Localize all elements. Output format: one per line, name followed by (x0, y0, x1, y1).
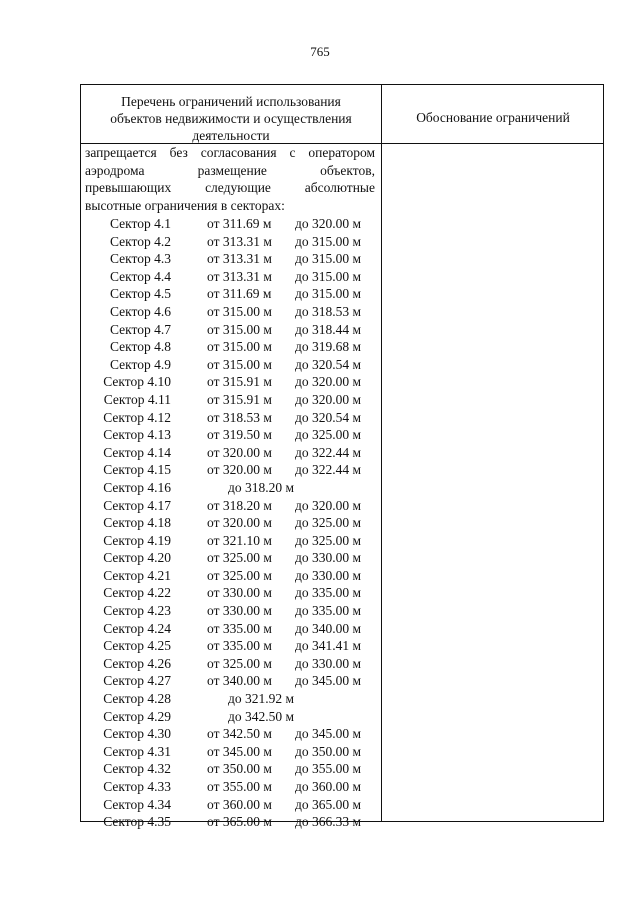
sector-from: от 315.91 м (207, 391, 272, 407)
restriction-intro (85, 144, 375, 214)
sector-to: до 319.68 м (295, 339, 362, 355)
sector-to: до 318.44 м (295, 321, 362, 337)
sector-row (81, 514, 381, 532)
sector-limit: до 318.20 м (227, 479, 295, 495)
sector-name: Сектор 4.12 (103, 409, 171, 425)
sector-row (81, 549, 381, 567)
sector-from: от 330.00 м (207, 603, 272, 619)
sector-from: от 320.00 м (207, 462, 272, 478)
sector-row (81, 725, 381, 743)
sector-name: Сектор 4.11 (103, 391, 171, 407)
sector-to: до 315.00 м (295, 268, 362, 284)
sector-name: Сектор 4.29 (103, 708, 171, 724)
sector-name: Сектор 4.7 (109, 321, 171, 337)
sector-to: до 345.00 м (295, 673, 362, 689)
column-header-justification: Обоснование ограничений (416, 110, 570, 125)
sector-row (81, 444, 381, 462)
intro-line: аэродрома размещение объектов, (85, 162, 375, 178)
sector-to: до 325.00 м (295, 532, 362, 548)
sector-name: Сектор 4.1 (109, 216, 171, 231)
sector-from: от 340.00 м (207, 673, 272, 689)
sector-row (81, 743, 381, 761)
sector-to: до 325.00 м (295, 515, 362, 531)
sector-from: от 313.31 м (207, 233, 272, 249)
sector-to: до 320.54 м (295, 409, 362, 425)
sector-name: Сектор 4.16 (103, 479, 171, 495)
sector-name: Сектор 4.17 (103, 497, 171, 513)
sector-list (81, 215, 381, 831)
sector-from: от 320.00 м (207, 444, 272, 460)
sector-limit: до 342.50 м (227, 708, 295, 724)
sector-row (81, 672, 381, 690)
header-line: деятельности (192, 128, 270, 143)
intro-line: превышающих следующие абсолютные (85, 180, 375, 196)
sector-name: Сектор 4.30 (103, 726, 171, 742)
sector-name: Сектор 4.24 (103, 620, 171, 636)
sector-to: до 335.00 м (295, 585, 362, 601)
sector-row (81, 602, 381, 620)
sector-name: Сектор 4.3 (109, 251, 171, 267)
sector-name: Сектор 4.8 (109, 339, 171, 355)
sector-name: Сектор 4.19 (103, 532, 171, 548)
sector-row (81, 708, 381, 726)
restrictions-table (80, 84, 604, 830)
column-divider (381, 85, 382, 821)
sector-from: от 319.50 м (207, 427, 272, 443)
sector-name: Сектор 4.18 (103, 515, 171, 531)
sector-name: Сектор 4.4 (109, 268, 171, 284)
sector-name: Сектор 4.14 (103, 444, 171, 460)
sector-to: до 320.00 м (295, 216, 362, 231)
sector-to: до 350.00 м (295, 743, 362, 759)
sector-to: до 320.54 м (295, 356, 362, 372)
sector-name: Сектор 4.27 (103, 673, 171, 689)
sector-name: Сектор 4.21 (103, 567, 171, 583)
sector-row (81, 373, 381, 391)
sector-from: от 318.20 м (207, 497, 272, 513)
sector-to: до 322.44 м (295, 462, 362, 478)
sector-to: до 318.53 м (295, 303, 362, 319)
sector-row (81, 215, 381, 233)
sector-from: от 315.00 м (207, 356, 272, 372)
sector-name: Сектор 4.20 (103, 550, 171, 566)
sector-name: Сектор 4.28 (103, 691, 171, 707)
sector-row (81, 497, 381, 515)
sector-from: от 335.00 м (207, 638, 272, 654)
sector-from: от 325.00 м (207, 655, 272, 671)
sector-from: от 313.31 м (207, 251, 272, 267)
sector-row (81, 461, 381, 479)
sector-from: от 325.00 м (207, 567, 272, 583)
sector-to: до 330.00 м (295, 655, 362, 671)
sector-to: до 341.41 м (295, 638, 362, 654)
sector-to: до 335.00 м (295, 603, 362, 619)
sector-to: до 315.00 м (295, 286, 362, 302)
sector-row (81, 479, 381, 497)
sector-to: до 322.44 м (295, 444, 362, 460)
sector-row (81, 233, 381, 251)
sector-name: Сектор 4.31 (103, 743, 171, 759)
sector-from: от 313.31 м (207, 268, 272, 284)
header-line: объектов недвижимости и осуществления (110, 111, 352, 126)
sector-to: до 320.00 м (295, 374, 362, 390)
sector-from: от 311.69 м (207, 286, 272, 302)
sector-row (81, 690, 381, 708)
sector-row (81, 391, 381, 409)
sector-row (81, 285, 381, 303)
sector-from: от 315.00 м (207, 303, 272, 319)
sector-row (81, 409, 381, 427)
column-header-restrictions (81, 93, 381, 144)
sector-to: до 345.00 м (295, 726, 362, 742)
intro-line: высотные ограничения в секторах: (85, 197, 285, 213)
sector-row (81, 584, 381, 602)
sector-name: Сектор 4.13 (103, 427, 171, 443)
sector-row (81, 356, 381, 374)
sector-to: до 365.00 м (295, 796, 362, 812)
sector-from: от 330.00 м (207, 585, 272, 601)
sector-to: до 330.00 м (295, 567, 362, 583)
sector-row (81, 796, 381, 814)
sector-row (81, 567, 381, 585)
header-line: Перечень ограничений использования (121, 94, 341, 109)
sector-name: Сектор 4.10 (103, 374, 171, 390)
sector-row (81, 620, 381, 638)
sector-from: от 315.00 м (207, 339, 272, 355)
sector-name: Сектор 4.33 (103, 779, 171, 794)
sector-from: от 342.50 м (207, 726, 272, 742)
sector-to: до 360.00 м (295, 779, 362, 794)
sector-to: до 355.00 м (295, 761, 362, 777)
sector-name: Сектор 4.26 (103, 655, 171, 671)
sector-row (81, 338, 381, 356)
sector-row (81, 303, 381, 321)
sector-limit: до 321.92 м (227, 691, 295, 707)
sector-row (81, 250, 381, 268)
sector-name: Сектор 4.6 (109, 303, 171, 319)
sector-to: до 330.00 м (295, 550, 362, 566)
sector-row (81, 637, 381, 655)
sector-from: от 335.00 м (207, 620, 272, 636)
intro-line: запрещается без согласования с оператором (85, 145, 375, 160)
sector-from: от 315.91 м (207, 374, 272, 390)
sector-name: Сектор 4.2 (109, 233, 171, 249)
sector-row (81, 426, 381, 444)
sector-row (81, 321, 381, 339)
sector-row (81, 268, 381, 286)
sector-name: Сектор 4.22 (103, 585, 171, 601)
sector-from: от 345.00 м (207, 743, 272, 759)
sector-row (81, 655, 381, 673)
sector-name: Сектор 4.25 (103, 638, 171, 654)
sector-name: Сектор 4.23 (103, 603, 171, 619)
sector-to: до 315.00 м (295, 233, 362, 249)
sector-from: от 325.00 м (207, 550, 272, 566)
sector-to: до 320.00 м (295, 391, 362, 407)
sector-name: Сектор 4.15 (103, 462, 171, 478)
sector-name: Сектор 4.34 (103, 796, 171, 812)
sector-from: от 355.00 м (207, 779, 272, 794)
sector-from: от 321.10 м (207, 532, 272, 548)
sector-to: до 320.00 м (295, 497, 362, 513)
sector-name: Сектор 4.5 (109, 286, 171, 302)
sector-from: от 365.00 м (207, 814, 272, 830)
sector-row (81, 532, 381, 550)
sector-name: Сектор 4.35 (103, 814, 171, 830)
sector-row (81, 778, 381, 796)
sector-to: до 325.00 м (295, 427, 362, 443)
sector-from: от 350.00 м (207, 761, 272, 777)
sector-from: от 318.53 м (207, 409, 272, 425)
sector-from: от 315.00 м (207, 321, 272, 337)
sector-to: до 315.00 м (295, 251, 362, 267)
page-number: 765 (310, 44, 330, 59)
sector-from: от 320.00 м (207, 515, 272, 531)
sector-to: до 366.33 м (295, 814, 362, 830)
sector-to: до 340.00 м (295, 620, 362, 636)
sector-from: от 311.69 м (207, 216, 272, 231)
sector-name: Сектор 4.9 (109, 356, 171, 372)
sector-row (81, 760, 381, 778)
sector-from: от 360.00 м (207, 796, 272, 812)
sector-row (81, 813, 381, 831)
sector-name: Сектор 4.32 (103, 761, 171, 777)
